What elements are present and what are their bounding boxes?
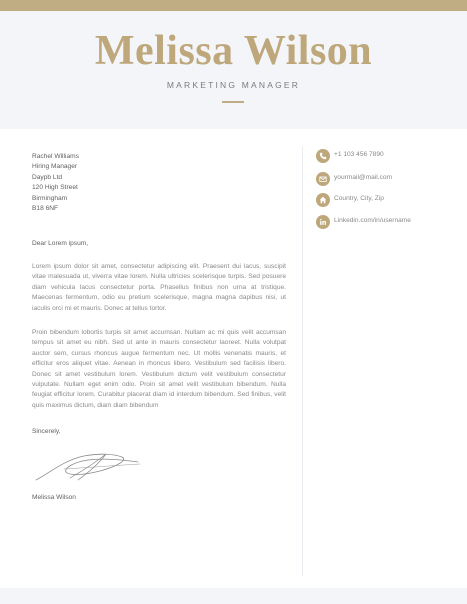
linkedin-icon [316,215,330,229]
location-text: Country, City, Zip [334,195,384,202]
letter-paragraph-2: Proin bibendum lobortis turpis sit amet accumsan. Nullam ac mi quis velit accumsan tempus sit amet eu nibh. Sed ut ante in mauris consectetur laoreet. Nulla volutpat auctor sem, cursus rhoncus augue fermentum nec. Ut mollis venenatis mauris, et efficitur eros aliquet vitae. Aenean in rhoncus libero. Vestibulum sed facilisis libero. Donec sit amet vestibulum lorem. Vestibulum dictum velit vestibulum consectetur vulputate. Nullam eget enim odio. Proin sit amet velit vestibulum bibendum. Nulla feugiat efficitur lorem. Curabitur placerat diam id interdum bibendum. Sed finibus, velit quis maximus dictum, diam diam bibendum [32,329,286,409]
email-address: yourmail@mail.com [334,174,392,181]
phone-number: +1 103 456 7890 [334,151,384,158]
contact-phone [316,149,456,163]
letter-paragraph-1: Lorem ipsum dolor sit amet, consectetur adipiscing elit. Praesent dui lacus, suscipit vitae malesuada ut, viverra vitae lorem. Nulla ultricies scelerisque turpis. Sed posuere diam vehicula lacus consectetur porta. Phasellus finibus non urna at tristique. Maecenas fermentum, odio eu pretium scelerisque, magna magna dapibus nisi, ut iaculis orci mi et mauris. Donec at tellus tortor. [32,263,286,312]
email-icon [316,172,330,186]
contact-linkedin [316,215,456,229]
top-accent-bar [0,0,467,11]
closing: Sincerely, [32,428,61,435]
title-underline [222,101,244,103]
contact-location [316,193,456,207]
job-title: MARKETING MANAGER [166,80,301,90]
linkedin-url: Linkedin.com/in/username [334,217,411,224]
recipient-position: Hiring Manager [32,163,78,171]
recipient-postcode: B18 6NF [32,205,59,213]
recipient-name: Rachel Williams [32,153,79,160]
footer-band [0,588,467,604]
recipient-street: 120 High Street [32,184,78,192]
contact-email [316,172,456,186]
column-divider [302,146,303,576]
salutation: Dear Lorem ipsum, [32,240,89,247]
home-icon [316,193,330,207]
recipient-company: Daypb Ltd [32,173,63,181]
signature-image [34,444,144,488]
recipient-city: Birmingham [32,194,68,202]
applicant-name: Melissa Wilson [94,28,373,74]
signer-name: Melissa Wilson [32,494,76,501]
phone-icon [316,149,330,163]
recipient-address [32,152,232,214]
